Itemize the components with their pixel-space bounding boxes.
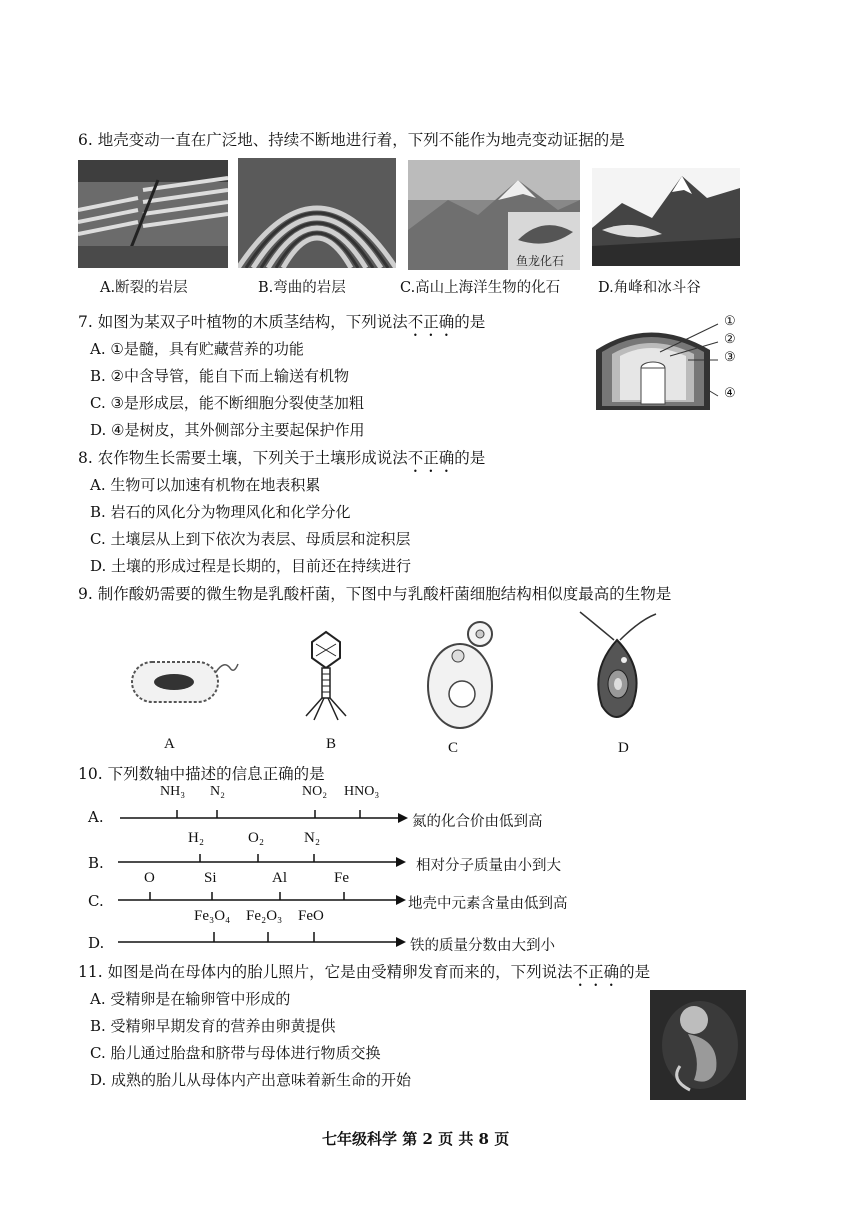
q9-virus-figure	[298, 628, 354, 724]
q10-row-c-tick-3: Al	[272, 870, 287, 886]
q10-row-a-desc: 氮的化合价由低到高	[412, 814, 543, 830]
q10-row-b-axis	[118, 850, 410, 874]
q10-row-d-tick-3: FeO	[298, 908, 324, 924]
q7-emphasis: 不正确	[407, 313, 455, 331]
q11-option-a: A. 受精卵是在输卵管中形成的	[90, 990, 291, 1008]
q6-photo-a-fault	[78, 160, 228, 268]
q6-caption-c: C.高山上海洋生物的化石	[400, 280, 561, 296]
q11-stem: 11. 如图是尚在母体内的胎儿照片，它是由受精卵发育而来的，下列说法不正确的是	[78, 963, 651, 981]
q10-row-a-letter: A.	[88, 808, 104, 826]
q10-row-c-desc: 地壳中元素含量由低到高	[408, 896, 568, 912]
q9-yeast-figure	[422, 616, 502, 732]
q7-marker-2: ②	[724, 332, 736, 347]
q10-row-a-tick-1: NH₃	[160, 784, 186, 799]
q11-option-d: D. 成熟的胎儿从母体内产出意味着新生命的开始	[90, 1071, 412, 1089]
q9-label-b: B	[326, 736, 337, 752]
q6-inset-label: 鱼龙化石	[516, 254, 565, 268]
q9-euglena-figure	[570, 610, 670, 734]
q7-stem-diagram	[590, 310, 750, 420]
q10-row-c-tick-2: Si	[204, 870, 217, 886]
q7-option-a: A. ①是髓，具有贮藏营养的功能	[90, 340, 304, 358]
q8-option-c: C. 土壤层从上到下依次为表层、母质层和淀积层	[90, 530, 411, 548]
q9-label-c: C	[448, 740, 459, 756]
q11-option-b: B. 受精卵早期发育的营养由卵黄提供	[90, 1017, 336, 1035]
q6-stem: 6. 地壳变动一直在广泛地、持续不断地进行着，下列不能作为地壳变动证据的是	[78, 131, 625, 149]
q8-option-d: D. 土壤的形成过程是长期的，目前还在持续进行	[90, 557, 412, 575]
q10-row-c-tick-1: O	[144, 870, 155, 886]
q6-photo-d-horn-cirque	[592, 168, 740, 266]
q6-caption-b: B.弯曲的岩层	[258, 280, 346, 296]
q7-marker-3: ③	[724, 350, 736, 365]
q10-row-b-tick-2: O₂	[248, 830, 265, 846]
q10-row-d-tick-2: Fe₂O₃	[246, 908, 283, 924]
q10-row-a-axis	[120, 806, 410, 830]
q10-row-b-letter: B.	[88, 854, 104, 872]
q10-row-a-tick-2: N₂	[210, 784, 225, 799]
q7-option-c: C. ③是形成层，能不断细胞分裂使茎加粗	[90, 394, 364, 412]
q6-caption-a: A.断裂的岩层	[100, 280, 188, 296]
q6-photo-b-fold	[238, 158, 396, 268]
q9-stem: 9. 制作酸奶需要的微生物是乳酸杆菌，下图中与乳酸杆菌细胞结构相似度最高的生物是	[78, 585, 672, 603]
q10-row-d-letter: D.	[88, 934, 105, 952]
q10-row-b-tick-1: H₂	[188, 830, 205, 846]
q7-option-d: D. ④是树皮，其外侧部分主要起保护作用	[90, 421, 365, 439]
q9-label-a: A	[164, 736, 175, 752]
q6-caption-d: D.角峰和冰斗谷	[598, 280, 701, 296]
q7-stem: 7. 如图为某双子叶植物的木质茎结构，下列说法不正确的是	[78, 313, 486, 331]
q9-bacterium-figure	[128, 650, 240, 710]
q8-option-b: B. 岩石的风化分为物理风化和化学分化	[90, 503, 351, 521]
q11-emphasis: 不正确	[572, 963, 620, 981]
q11-option-c: C. 胎儿通过胎盘和脐带与母体进行物质交换	[90, 1044, 381, 1062]
q6-photo-c-marine-fossil	[408, 160, 580, 270]
q10-row-d-tick-1: Fe₃O₄	[194, 908, 231, 924]
q8-option-a: A. 生物可以加速有机物在地表积累	[90, 476, 321, 494]
q10-row-b-desc: 相对分子质量由小到大	[416, 858, 561, 874]
q10-row-b-tick-3: N₂	[304, 830, 321, 846]
q10-row-d-desc: 铁的质量分数由大到小	[410, 938, 555, 954]
q10-row-c-tick-4: Fe	[334, 870, 349, 886]
q8-stem: 8. 农作物生长需要土壤，下列关于土壤形成说法不正确的是	[78, 449, 486, 467]
q9-label-d: D	[618, 740, 629, 756]
q10-row-d-axis	[118, 930, 408, 954]
page-footer: 七年级科学 第 2 页 共 8 页	[322, 1130, 510, 1148]
q11-fetus-photo	[650, 990, 746, 1100]
q7-marker-4: ④	[724, 386, 736, 401]
q7-option-b: B. ②中含导管，能自下而上输送有机物	[90, 367, 350, 385]
q8-emphasis: 不正确	[407, 449, 455, 467]
q10-row-c-letter: C.	[88, 892, 104, 910]
q10-row-a-tick-3: NO₂	[302, 784, 328, 799]
q10-stem: 10. 下列数轴中描述的信息正确的是	[78, 765, 325, 783]
q7-marker-1: ①	[724, 314, 736, 329]
q10-row-a-tick-4: HNO₃	[344, 784, 380, 799]
